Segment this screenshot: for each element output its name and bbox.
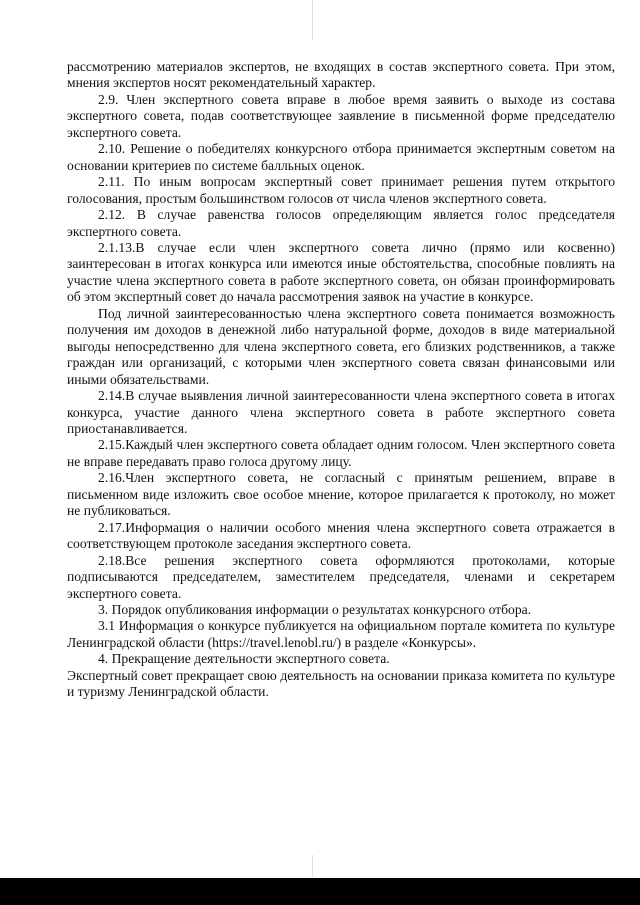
paragraph-2-15: 2.15.Каждый член экспертного совета обладает одним голосом. Член экспертного совета не вправе передавать право голоса другому лицу. xyxy=(67,437,615,469)
paragraph-termination: Экспертный совет прекращает свою деятельность на основании приказа комитета по культуре и туризму Ленинградской области. xyxy=(67,667,615,700)
paragraph-2-18: 2.18.Все решения экспертного совета оформляются протоколами, которые подписываются председателем, заместителем председателя, членами и секретарем экспертного совета. xyxy=(67,552,615,601)
scan-bottom-border xyxy=(0,878,640,905)
paragraph-2-1-13: 2.1.13.В случае если член экспертного совета лично (прямо или косвенно) заинтересован в итогах конкурса или имеются иные обстоятельства, способные повлиять на участие члена экспертного совета в работе экспертного совета, он обязан проинформировать об этом экспертный совет до начала рассмотрения заявок на участие в конкурсе. xyxy=(67,239,615,305)
paragraph-2-9: 2.9. Член экспертного совета вправе в любое время заявить о выходе из состава экспертного совета, подав соответствующее заявление в письменной форме председателю экспертного совета. xyxy=(67,91,615,140)
scan-artifact-top xyxy=(312,0,313,40)
document-page xyxy=(67,59,615,701)
section-3-heading: 3. Порядок опубликования информации о результатах конкурсного отбора. xyxy=(98,601,532,617)
paragraph-interest-definition: Под личной заинтересованностью члена экспертного совета понимается возможность получения им доходов в денежной либо натуральной форме, доходов в виде материальной выгоды непосредственно для члена экспертного совета, его близких родственников, а также граждан или организаций, с которыми член экспертного совета связан финансовыми или иными обязательствами. xyxy=(67,305,615,387)
paragraph-2-12: 2.12. В случае равенства голосов определяющим является голос председателя экспертного совета. xyxy=(67,207,615,239)
paragraph-2-10: 2.10. Решение о победителях конкурсного отбора принимается экспертным советом на основании критериев по системе балльных оценок. xyxy=(67,141,615,173)
paragraph-2-17: 2.17.Информация о наличии особого мнения члена экспертного совета отражается в соответствующем протоколе заседания экспертного совета. xyxy=(67,519,615,552)
section-4-heading: 4. Прекращение деятельности экспертного совета. xyxy=(98,651,390,667)
paragraph-continuation: рассмотрению материалов экспертов, не входящих в состав экспертного совета. При этом, мнения экспертов носят рекомендательный характер. xyxy=(67,59,615,91)
paragraph-2-11: 2.11. По иным вопросам экспертный совет принимает решения путем открытого голосования, простым большинством голосов от числа членов экспертного совета. xyxy=(67,174,615,206)
scan-artifact-bottom xyxy=(312,855,313,877)
paragraph-3-1: 3.1 Информация о конкурсе публикуется на официальном портале комитета по культуре Ленинградской области (https://travel.lenobl.ru/) в разделе «Конкурсы». xyxy=(67,618,615,650)
paragraph-2-16: 2.16.Член экспертного совета, не согласный с принятым решением, вправе в письменном виде изложить свое особое мнение, которое прилагается к протоколу, но может не публиковаться. xyxy=(67,470,615,519)
paragraph-2-14: 2.14.В случае выявления личной заинтересованности члена экспертного совета в итогах конкурса, участие данного члена экспертного совета в работе экспертного совета приостанавливается. xyxy=(67,388,615,436)
